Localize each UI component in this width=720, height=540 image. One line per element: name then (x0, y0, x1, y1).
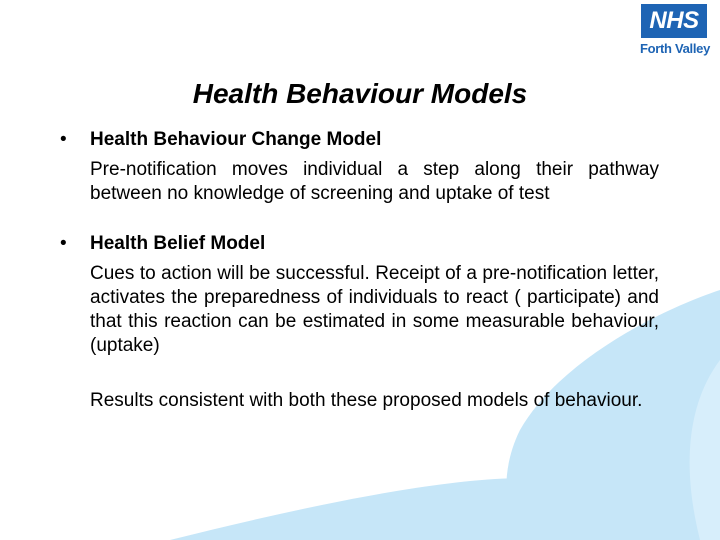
bullet-icon: • (60, 233, 67, 254)
nhs-forth-valley-logo (636, 4, 714, 66)
nhs-logo-box (641, 4, 707, 38)
section-heading-behaviour-change (60, 128, 659, 152)
section-paragraph: Pre-notification moves individual a step along their pathway between no knowledge of screening and uptake of test (90, 159, 659, 204)
slide-content (60, 128, 659, 413)
slide-title: Health Behaviour Models (192, 78, 528, 109)
section-paragraph: Cues to action will be successful. Receipt of a pre-notification letter, activates the preparedness of individuals to react ( participate) and that this reaction can be estimated in some measurable behaviour, (uptake) (90, 263, 659, 356)
section-heading-text: Health Belief Model (90, 233, 266, 254)
section-heading-text: Health Behaviour Change Model (90, 129, 382, 150)
spacer (60, 206, 659, 232)
bullet-icon: • (60, 129, 67, 150)
section-paragraph-conclusion: Results consistent with both these proposed models of behaviour. (90, 390, 643, 411)
nhs-logo-text: NHS (649, 7, 699, 34)
section-heading-health-belief (60, 232, 659, 256)
nhs-logo-subtitle: Forth Valley (639, 41, 711, 56)
spacer (60, 358, 659, 383)
